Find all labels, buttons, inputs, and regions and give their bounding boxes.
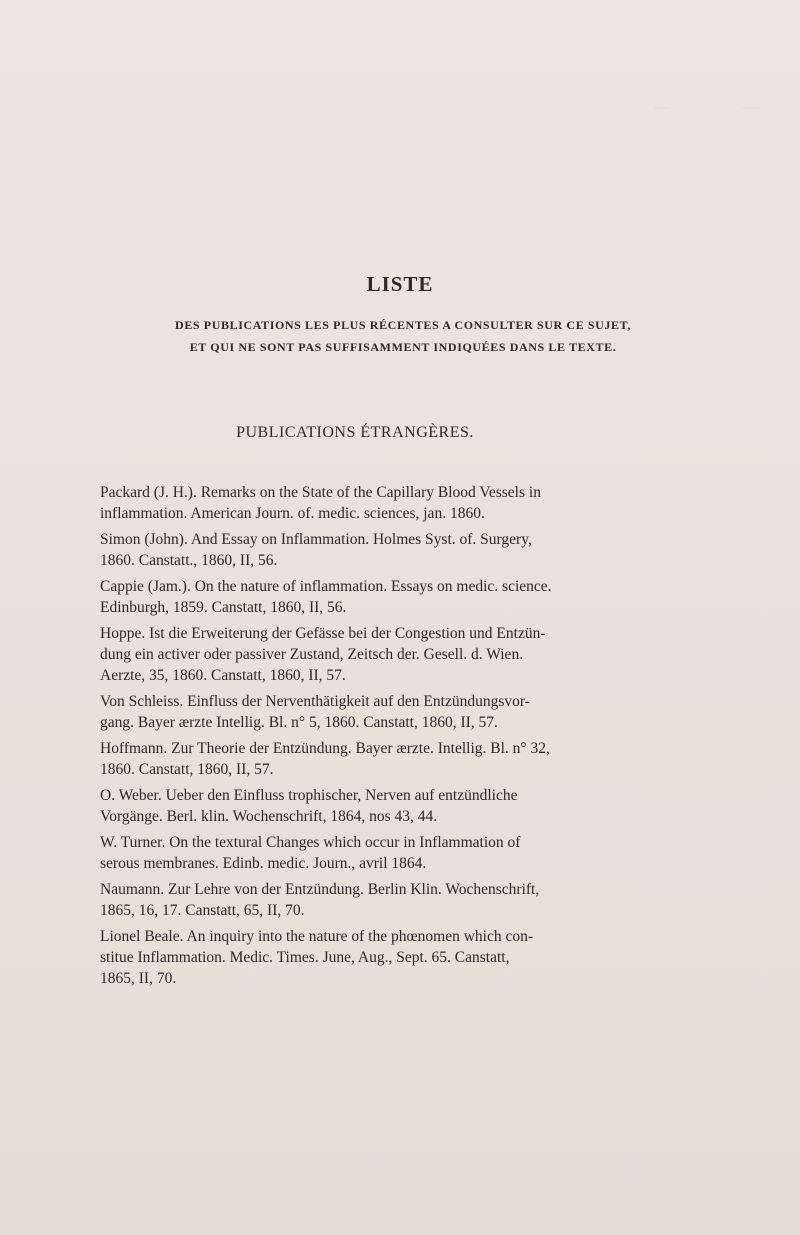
entry-line: 1860. Canstatt, 1860, II, 57. <box>100 761 274 778</box>
page-title: LISTE <box>366 272 434 296</box>
bibliography-entry <box>100 879 718 921</box>
entry-line: Vorgänge. Berl. klin. Wochenschrift, 1864, nos 43, 44. <box>100 808 438 825</box>
entry-line: Naumann. Zur Lehre von der Entzündung. Berlin Klin. Wochenschrift, <box>100 881 540 898</box>
bibliography-entry <box>100 576 718 618</box>
subtitle-line-1: DES PUBLICATIONS LES PLUS RÉCENTES A CONSULTER SUR CE SUJET, <box>175 318 631 332</box>
entry-line: Hoffmann. Zur Theorie der Entzündung. Bayer ærzte. Intellig. Bl. n° 32, <box>100 740 550 757</box>
entry-line: Hoppe. Ist die Erweiterung der Gefässe bei der Congestion und Entzün- <box>100 625 546 642</box>
entry-line: stitue Inflammation. Medic. Times. June, Aug., Sept. 65. Canstatt, <box>100 949 510 966</box>
bleed-through-text: — — <box>653 97 760 116</box>
entry-line: 1865, 16, 17. Canstatt, 65, II, 70. <box>100 902 305 919</box>
entry-line: dung ein activer oder passiver Zustand, Zeitsch der. Gesell. d. Wien. <box>100 646 524 663</box>
bibliography-entry <box>100 832 718 874</box>
entry-line: Edinburgh, 1859. Canstatt, 1860, II, 56. <box>100 599 347 616</box>
bibliography-entry <box>100 691 718 733</box>
entry-line: Cappie (Jam.). On the nature of inflammation. Essays on medic. science. <box>100 578 552 595</box>
subtitle-line-2: ET QUI NE SONT PAS SUFFISAMMENT INDIQUÉES DANS LE TEXTE. <box>189 340 617 354</box>
entry-line: 1865, II, 70. <box>100 970 177 987</box>
bibliography-list <box>100 482 718 994</box>
entry-line: Aerzte, 35, 1860. Canstatt, 1860, II, 57. <box>100 667 346 684</box>
entry-line: Lionel Beale. An inquiry into the nature of the phœnomen which con- <box>100 928 534 945</box>
section-heading: PUBLICATIONS ÉTRANGÈRES. <box>236 424 474 441</box>
entry-line: O. Weber. Ueber den Einfluss trophischer, Nerven auf entzündliche <box>100 787 518 804</box>
bibliography-entry <box>100 482 718 524</box>
bibliography-entry <box>100 785 718 827</box>
entry-line: serous membranes. Edinb. medic. Journ., avril 1864. <box>100 855 427 872</box>
entry-line: Packard (J. H.). Remarks on the State of the Capillary Blood Vessels in <box>100 484 541 501</box>
entry-line: Simon (John). And Essay on Inflammation. Holmes Syst. of. Surgery, <box>100 531 532 548</box>
bibliography-entry <box>100 623 718 686</box>
bibliography-entry <box>100 529 718 571</box>
entry-line: Von Schleiss. Einfluss der Nerventhätigkeit auf den Entzündungsvor- <box>100 693 530 710</box>
bibliography-entry <box>100 926 718 989</box>
entry-line: gang. Bayer ærzte Intellig. Bl. n° 5, 1860. Canstatt, 1860, II, 57. <box>100 714 498 731</box>
entry-line: 1860. Canstatt., 1860, II, 56. <box>100 552 278 569</box>
entry-line: W. Turner. On the textural Changes which occur in Inflammation of <box>100 834 521 851</box>
bibliography-entry <box>100 738 718 780</box>
entry-line: inflammation. American Journ. of. medic. sciences, jan. 1860. <box>100 505 485 522</box>
